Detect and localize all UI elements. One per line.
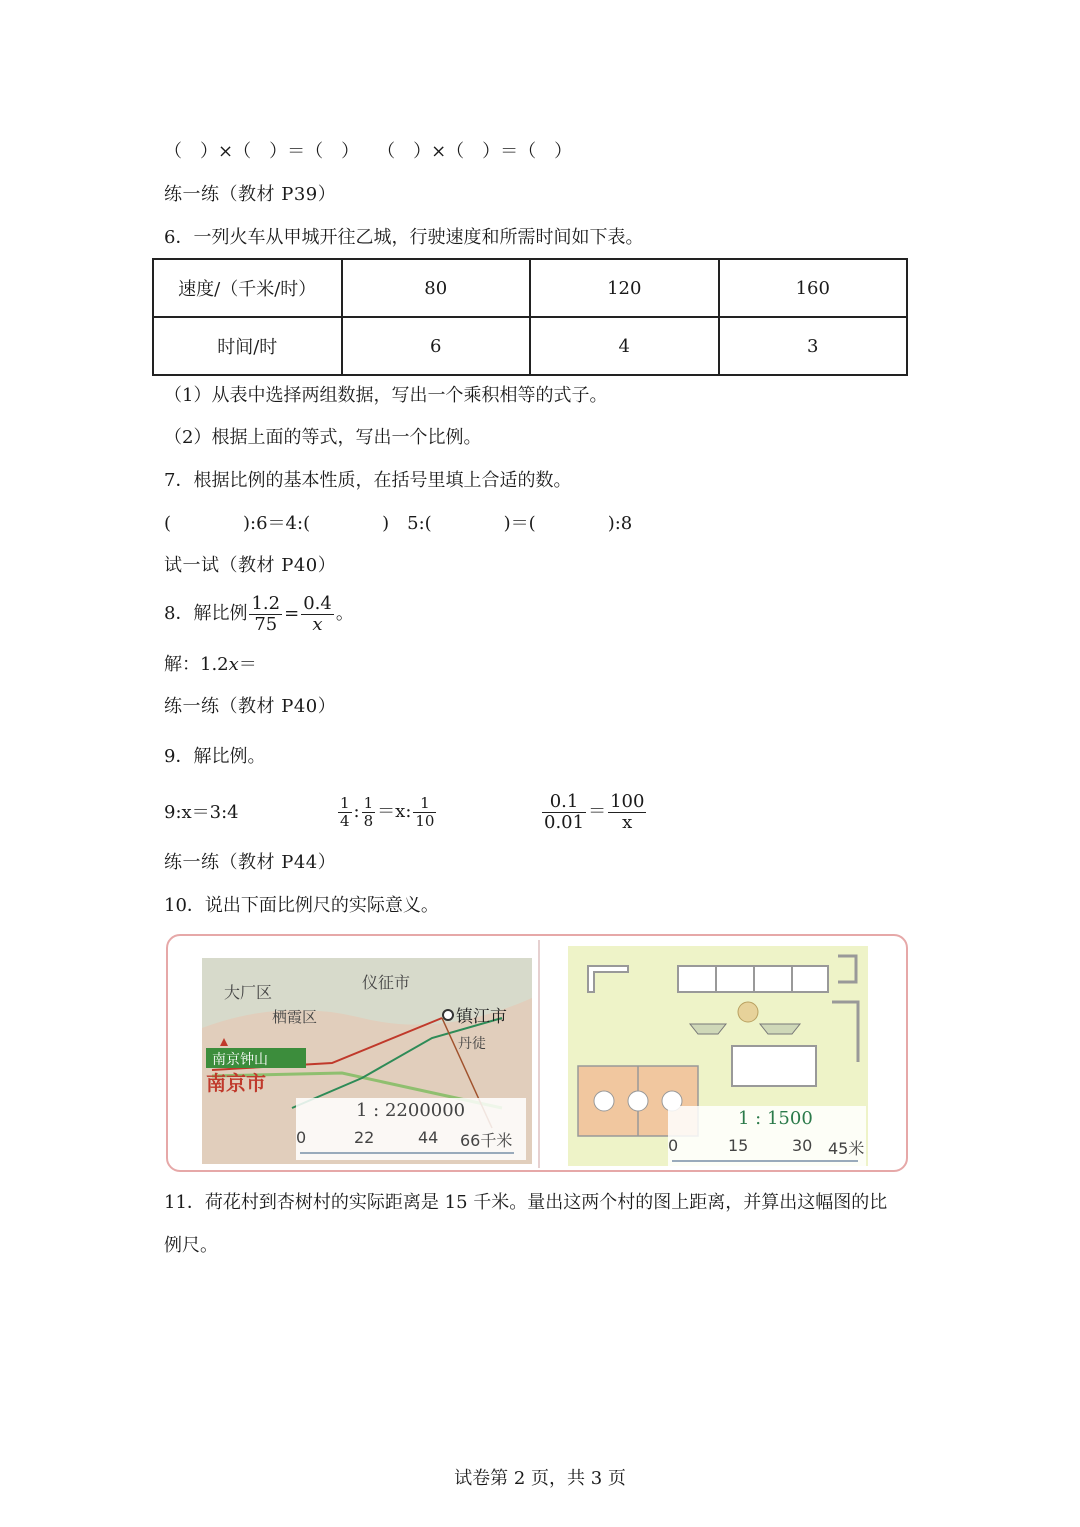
fraction [362, 795, 376, 830]
question-9: 9．解比例。 [164, 746, 266, 767]
table-cell: 160 [719, 259, 908, 317]
place-label: 大厂区 [224, 983, 273, 1002]
speed-time-table [152, 258, 908, 376]
numerator: 0.1 [542, 792, 586, 813]
scale-tick: 0 [668, 1136, 679, 1155]
scale-tick: 44 [418, 1128, 439, 1147]
question-9-eq1: 9:x＝3:4 [164, 802, 239, 823]
section-heading-p40-try: 试一试（教材 P40） [164, 555, 337, 576]
question-10: 10．说出下面比例尺的实际意义。 [164, 895, 439, 916]
colon: : [353, 801, 360, 822]
place-label: 栖霞区 [272, 1008, 318, 1026]
numerator: 100 [610, 790, 645, 812]
equals-sign: ＝ [588, 801, 607, 822]
scale-tick: 30 [792, 1136, 813, 1155]
table-cell: 120 [530, 259, 719, 317]
numerator: 1 [413, 795, 436, 813]
scale-tick: 0 [296, 1128, 307, 1147]
scale-maps-figure [166, 934, 908, 1172]
campus-plan-map [568, 946, 868, 1166]
scale-bar-right [668, 1106, 866, 1166]
denominator: x [312, 613, 323, 635]
denominator: 4 [340, 811, 350, 830]
question-8 [164, 592, 354, 636]
scale-line [300, 1152, 514, 1154]
regional-map [202, 958, 532, 1164]
place-label: 南京市 [206, 1071, 266, 1095]
scale-bar-left [296, 1098, 526, 1160]
question-11-line-1: 11．荷花村到杏树村的实际距离是 15 千米。量出这两个村的图上距离，并算出这幅图的比 [164, 1192, 888, 1213]
section-heading-p39: 练一练（教材 P39） [164, 184, 337, 205]
fraction [249, 594, 282, 635]
question-7: 7．根据比例的基本性质，在括号里填上合适的数。 [164, 470, 572, 491]
solution-variable: x [228, 654, 239, 675]
denominator: 10 [415, 811, 435, 830]
table-cell: 时间/时 [153, 317, 342, 375]
denominator: 0.01 [544, 811, 585, 833]
fraction [542, 792, 586, 833]
city-marker-icon [443, 1010, 453, 1020]
scale-tick: 66千米 [460, 1131, 513, 1150]
tree-icon [738, 1002, 758, 1022]
numerator: 1 [363, 793, 374, 812]
question-7-blanks: ( ):6＝4:( ) 5:( )＝( ):8 [164, 513, 633, 534]
numerator: 0.4 [303, 592, 332, 614]
scale-ratio: 1 : 2200000 [356, 1100, 466, 1121]
numerator: 1 [340, 793, 350, 812]
scale-ratio: 1 : 1500 [738, 1108, 813, 1129]
table-cell: 4 [530, 317, 719, 375]
denominator: x [622, 811, 633, 833]
denominator: 75 [254, 613, 278, 635]
scale-tick: 45米 [828, 1139, 865, 1158]
question-8-solution [164, 652, 257, 678]
scale-line [672, 1160, 858, 1162]
question-6-part-1: （1）从表中选择两组数据，写出一个乘积相等的式子。 [164, 385, 608, 406]
table-cell: 速度/（千米/时） [153, 259, 342, 317]
place-label: 南京钟山 [212, 1052, 268, 1068]
page-footer: 试卷第 2 页，共 3 页 [454, 1468, 626, 1489]
place-label: 镇江市 [456, 1007, 507, 1027]
place-label: 仪征市 [362, 973, 411, 992]
figure-divider [538, 940, 540, 1168]
table-row [153, 317, 907, 375]
fraction [413, 795, 436, 830]
section-heading-p44: 练一练（教材 P44） [164, 852, 337, 873]
question-9-eq3 [540, 790, 648, 834]
place-label: 丹徒 [458, 1036, 486, 1052]
equals-sign: = [284, 603, 300, 624]
question-6: 6．一列火车从甲城开往乙城，行驶速度和所需时间如下表。 [164, 227, 644, 248]
denominator: 8 [363, 811, 374, 830]
table-cell: 6 [342, 317, 531, 375]
scale-tick: 15 [728, 1136, 749, 1155]
question-6-part-2: （2）根据上面的等式，写出一个比例。 [164, 427, 482, 448]
fraction [301, 594, 334, 635]
question-11-line-2: 例尺。 [164, 1235, 218, 1256]
question-8-prefix: 8．解比例 [164, 603, 248, 624]
blank-equation-line: （ ）×（ ）＝（ ） （ ）×（ ）＝（ ） [164, 141, 573, 162]
table-row [153, 259, 907, 317]
equals-x-colon: ＝x: [377, 801, 412, 822]
table-cell: 80 [342, 259, 531, 317]
solution-prefix: 解：1.2 [164, 654, 229, 675]
fraction [608, 792, 646, 833]
scale-tick: 22 [354, 1128, 375, 1147]
question-9-eq2 [336, 790, 438, 834]
numerator: 1.2 [251, 592, 281, 614]
question-8-suffix: 。 [335, 603, 354, 624]
table-cell: 3 [719, 317, 908, 375]
fraction [338, 795, 352, 830]
section-heading-p40-practice: 练一练（教材 P40） [164, 696, 337, 717]
solution-equals: ＝ [238, 654, 257, 675]
